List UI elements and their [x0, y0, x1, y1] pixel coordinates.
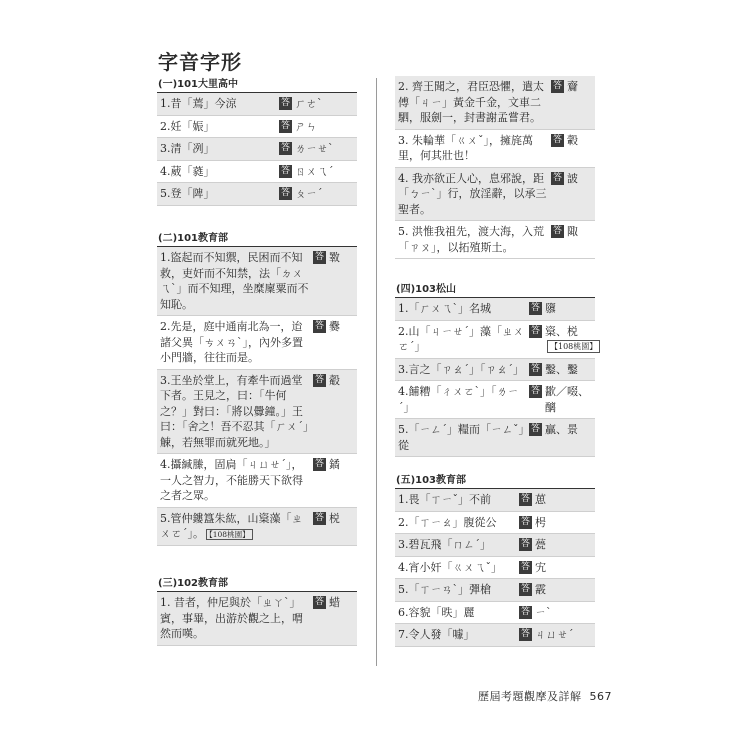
answer-text — [295, 186, 323, 202]
answer-value: 楶、棁 — [545, 324, 578, 338]
answer-cell — [311, 370, 357, 392]
answer-cell — [311, 316, 357, 338]
answer-text — [329, 250, 340, 266]
answer-text — [545, 362, 578, 378]
answer-value: 轂 — [567, 133, 578, 147]
answer-text — [329, 373, 340, 389]
answer-cell — [549, 168, 595, 190]
answer-text — [535, 582, 546, 598]
question-row — [395, 76, 595, 130]
answer-cell — [527, 321, 598, 357]
answer-cell — [527, 359, 595, 381]
answer-cell — [311, 247, 357, 269]
answer-value: ㄌㄧㄝˋ — [295, 142, 334, 155]
answer-cell — [527, 298, 595, 320]
question-text — [395, 534, 517, 556]
answer-badge-icon: 答 — [520, 584, 530, 594]
question-text — [157, 370, 311, 454]
question-text — [395, 76, 549, 129]
answer-badge-icon: 答 — [280, 98, 290, 108]
section-101-dali — [157, 78, 357, 206]
answer-badge-icon: 答 — [314, 459, 324, 469]
question-row — [157, 592, 357, 646]
question-label: 4.宵小奸「ㄍㄨㄟˇ」 — [398, 560, 502, 574]
question-row — [395, 321, 598, 359]
answer-cell — [517, 602, 595, 624]
question-row — [157, 138, 357, 161]
answer-cell — [527, 381, 595, 418]
question-label: 1. 昔者，仲尼與於「ㄓㄚˋ」賓，事畢，出游於觀之上，喟然而嘆。 — [160, 596, 303, 640]
answer-value: 霰 — [535, 583, 546, 596]
answer-badge-icon: 答 — [280, 165, 290, 176]
answer-badge-icon: 答 — [314, 512, 324, 523]
question-text — [395, 419, 527, 456]
section-101-moe — [157, 232, 357, 546]
answer-badge-icon: 答 — [520, 629, 530, 639]
question-text — [395, 381, 527, 418]
answer-cell — [311, 454, 357, 476]
question-label: 2.妊「娠」 — [160, 119, 215, 133]
answer-cell — [277, 138, 357, 160]
question-label: 2. 齊王聞之，君臣恐懼，遣太傅「ㄐㄧ」黃金千金，文車二駟，服劍一，封書謝孟嘗君。 — [398, 80, 544, 124]
answer-cell — [549, 76, 595, 98]
question-text — [157, 592, 311, 645]
question-label: 4.葳「蕤」 — [160, 164, 215, 178]
question-text — [157, 116, 277, 138]
answer-value: ㄏㄜˋ — [295, 97, 323, 110]
question-label: 3. 朱輪華「ㄍㄨˇ」，擁旄萬里，何其壯也！ — [398, 133, 533, 162]
answer-badge-icon: 答 — [552, 172, 562, 183]
answer-badge-icon: 答 — [530, 303, 540, 313]
question-text — [157, 508, 311, 545]
section-heading: (一)101大里高中 — [157, 78, 357, 93]
question-row — [157, 116, 357, 139]
answer-badge-icon: 答 — [552, 134, 562, 145]
question-text — [157, 93, 277, 115]
answer-value: 齎 — [567, 80, 578, 93]
answer-text — [535, 515, 546, 531]
answer-text — [329, 319, 340, 335]
question-label: 2.山「ㄐㄧㄝˊ」藻「ㄓㄨㄛˊ」 — [398, 324, 524, 353]
source-tag: 【108桃園】 — [206, 529, 253, 540]
source-tag: 【108桃園】 — [547, 340, 600, 353]
answer-badge-icon: 答 — [520, 606, 530, 617]
section-102-moe-continued — [395, 76, 595, 259]
question-text — [395, 221, 549, 258]
answer-badge-icon: 答 — [520, 539, 530, 549]
page-footer — [478, 688, 612, 704]
answer-value: 鑿、鑿 — [545, 362, 578, 376]
answer-text — [567, 133, 578, 149]
question-row — [157, 454, 357, 508]
answer-cell — [311, 592, 357, 614]
question-row — [395, 168, 595, 222]
question-row — [395, 512, 595, 535]
answer-text — [567, 224, 578, 240]
answer-text — [295, 164, 334, 180]
answer-cell — [311, 508, 357, 530]
question-row — [395, 298, 595, 321]
question-row — [395, 579, 595, 602]
answer-badge-icon: 答 — [530, 325, 540, 336]
question-text — [395, 489, 517, 511]
section-102-moe — [157, 577, 357, 646]
answer-text — [545, 384, 593, 415]
answer-value: ㄐㄩㄝˊ — [535, 628, 574, 641]
question-label: 3.王坐於堂上，有牽牛而過堂下者。王見之，曰：「牛何之？」對曰：「將以釁鐘。」王曰：「舍之！吾不忍其「ㄏㄨˊ」觫，若無罪而就死地。」 — [160, 373, 309, 449]
question-label: 1.昔「蔫」今涼 — [160, 97, 237, 110]
answer-value: 枵 — [535, 515, 546, 529]
question-row — [395, 221, 595, 259]
answer-badge-icon: 答 — [314, 252, 324, 262]
answer-value: 隳 — [545, 302, 556, 315]
question-text — [395, 579, 517, 601]
answer-cell — [549, 221, 595, 243]
section-heading: (四)103松山 — [395, 283, 595, 298]
question-row — [157, 161, 357, 184]
answer-value: 葸 — [535, 493, 546, 506]
answer-cell — [517, 534, 595, 556]
answer-badge-icon: 答 — [530, 386, 540, 396]
answer-text — [567, 171, 578, 187]
question-row — [395, 489, 595, 512]
answer-value: 鐍 — [329, 458, 340, 471]
answer-value: 爨 — [329, 320, 340, 333]
answer-badge-icon: 答 — [530, 363, 540, 374]
answer-text — [329, 511, 340, 527]
answer-badge-icon: 答 — [280, 120, 290, 131]
answer-value: ㄆㄧˊ — [295, 187, 323, 200]
question-row — [395, 381, 595, 419]
question-text — [395, 557, 517, 579]
page-title: 字音字形 — [158, 50, 242, 74]
answer-badge-icon: 答 — [314, 321, 324, 331]
answer-cell — [527, 419, 595, 441]
answer-value: ㄧˋ — [535, 605, 552, 619]
answer-text — [535, 605, 552, 621]
answer-value: 宄 — [535, 560, 546, 574]
question-label: 1.盜起而不知禦，民困而不知救，吏奸而不知禁，法「ㄉㄨㄟˋ」而不知理，坐糜廩粟而不知恥。 — [160, 251, 309, 311]
question-row — [157, 183, 357, 206]
answer-badge-icon: 答 — [280, 188, 290, 198]
answer-cell — [277, 93, 357, 115]
question-row — [157, 508, 357, 546]
answer-badge-icon: 答 — [314, 597, 324, 607]
question-label: 3.碧瓦飛「ㄇㄥˊ」 — [398, 538, 491, 551]
answer-value: 蜡 — [329, 596, 340, 609]
section-heading: (二)101教育部 — [157, 232, 357, 247]
answer-cell — [517, 557, 595, 579]
answer-text — [535, 627, 574, 643]
question-label: 5.「ㄒㄧㄢˋ」彈槍 — [398, 583, 491, 596]
question-label: 2.先是，庭中通南北為一，迨諸父異「ㄘㄨㄢˋ」，內外多置小門牆，往往而是。 — [160, 320, 303, 364]
question-row — [157, 316, 357, 370]
answer-badge-icon: 答 — [520, 561, 530, 572]
answer-cell — [517, 624, 595, 646]
question-row — [395, 359, 595, 382]
answer-badge-icon: 答 — [520, 516, 530, 527]
answer-cell — [277, 161, 357, 183]
answer-text — [295, 96, 323, 112]
question-row — [395, 624, 595, 647]
question-label: 6.容貌「昳」麗 — [398, 605, 475, 619]
question-label: 5. 洪惟我祖先，渡大海，入荒「ㄗㄡ」，以拓殖斯土。 — [398, 225, 544, 254]
answer-value: 陬 — [567, 225, 578, 238]
answer-cell — [517, 579, 595, 601]
answer-cell — [549, 130, 595, 152]
answer-text — [535, 492, 546, 508]
answer-text — [295, 119, 317, 135]
question-row — [395, 557, 595, 580]
question-text — [157, 161, 277, 183]
question-row — [157, 370, 357, 455]
answer-value: 棁 — [329, 511, 340, 525]
question-text — [395, 359, 527, 381]
answer-cell — [277, 183, 357, 205]
answer-badge-icon: 答 — [552, 81, 562, 91]
question-row — [395, 602, 595, 625]
answer-value: ㄕㄣ — [295, 119, 317, 133]
question-text — [157, 183, 277, 205]
answer-cell — [277, 116, 357, 138]
answer-badge-icon: 答 — [552, 226, 562, 236]
question-text — [157, 138, 277, 160]
question-row — [395, 534, 595, 557]
answer-badge-icon: 答 — [314, 374, 324, 385]
question-text — [395, 321, 527, 358]
answer-badge-icon: 答 — [280, 143, 290, 153]
question-row — [395, 130, 595, 168]
section-heading: (五)103教育部 — [395, 474, 595, 489]
question-label: 4. 我亦欲正人心，息邪說，距「ㄅㄧˋ」行，放淫辭，以承三聖者。 — [398, 171, 547, 216]
answer-value: 甍 — [535, 538, 546, 551]
answer-text — [545, 301, 556, 317]
section-103-songshan — [395, 283, 598, 457]
answer-value: 觳 — [329, 373, 340, 387]
question-text — [395, 512, 517, 534]
question-text — [395, 602, 517, 624]
question-label: 7.令人發「噱」 — [398, 628, 475, 641]
answer-badge-icon: 答 — [530, 424, 540, 434]
question-text — [157, 247, 311, 315]
answer-text — [545, 324, 600, 354]
answer-value: ㄖㄨㄟˊ — [295, 164, 334, 178]
answer-text — [535, 537, 546, 553]
section-103-moe — [395, 474, 595, 647]
question-label: 3.清「冽」 — [160, 142, 215, 155]
question-text — [395, 298, 527, 320]
answer-text — [329, 595, 340, 611]
answer-cell — [517, 512, 595, 534]
question-row — [157, 247, 357, 316]
answer-value: 詖 — [567, 171, 578, 185]
page-number: 567 — [589, 690, 612, 703]
question-row — [395, 419, 595, 457]
question-label: 4.攝緘縢，固扃「ㄐㄩㄝˊ」，一人之智力，不能勝天下欲得之者之眾。 — [160, 458, 303, 502]
answer-text — [545, 422, 578, 438]
question-label: 1.「ㄏㄨㄟˋ」名城 — [398, 302, 491, 315]
question-label: 5.「ㄧㄥˊ」糧而「ㄧㄥˇ」從 — [398, 423, 524, 452]
answer-text — [295, 141, 334, 157]
section-heading: (三)102教育部 — [157, 577, 357, 592]
question-label: 3.言之「ㄗㄠˊ」「ㄗㄠˊ」 — [398, 362, 524, 376]
question-text — [395, 168, 549, 221]
answer-value: 贏、景 — [545, 423, 578, 436]
question-label: 1.畏「ㄒㄧˇ」不前 — [398, 493, 491, 506]
question-label: 5.管仲鏤簋朱紘，山楶藻「ㄓㄨㄛˊ」。 — [160, 511, 303, 540]
answer-text — [567, 79, 578, 95]
question-text — [157, 316, 311, 369]
answer-badge-icon: 答 — [520, 494, 530, 504]
answer-cell — [517, 489, 595, 511]
question-row — [157, 93, 357, 116]
question-text — [395, 624, 517, 646]
column-divider — [376, 78, 377, 666]
answer-text — [329, 457, 340, 473]
question-label: 4.餔糟「ㄔㄨㄛˋ」「ㄌㄧˊ」 — [398, 385, 519, 414]
question-text — [157, 454, 311, 507]
answer-value: 斁 — [329, 251, 340, 264]
answer-text — [535, 560, 546, 576]
question-label: 2.「ㄒㄧㄠ」腹從公 — [398, 515, 497, 529]
question-label: 5.登「陴」 — [160, 187, 215, 200]
question-text — [395, 130, 549, 167]
answer-value: 歠／啜、醨 — [545, 385, 589, 414]
footer-title: 歷屆考題觀摩及詳解 — [478, 690, 582, 703]
